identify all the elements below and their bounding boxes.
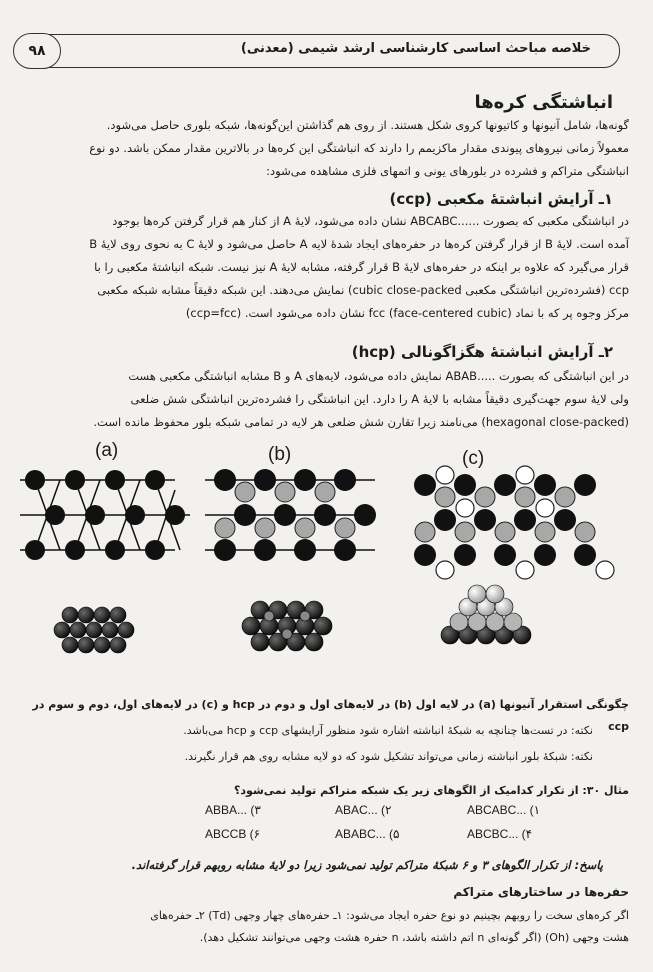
voids-line: هشت وجهی (Oh) (اگر گونه‌ای n اتم داشته باشد، n حفره هشت وجهی می‌توانند تشکیل دهد). [199,931,629,944]
packing-diagrams [0,440,653,690]
diagram-b-layers-AB [205,469,376,561]
option-1: ABCABC... (۱ [467,803,541,817]
option-6: ABCCB (۶ [205,827,261,841]
diagram-a-layer-A [20,470,190,560]
note-1: نکته: در تست‌ها چنانچه به شبکهٔ انباشته اشاره شود منظور آرایشهای ccp و hcp می‌باشد. [183,724,593,737]
ccp-line: قرار می‌گیرد که علاوه بر اینکه در حفره‌های لایهٔ B قرار گرفته، مشابه لایهٔ A نیز نیست. شبکه انباشتهٔ مکعبی را با [94,260,629,274]
hcp-line: (hexagonal close-packed) می‌نامند زیرا تقارن شش ضلعی هر لایه در تمامی شبکه بلور محفوظ مانده است. [93,415,629,429]
section-title: انباشتگی کره‌ها [474,92,613,113]
ccp-paragraph [24,210,629,325]
running-header [18,34,620,68]
intro-paragraph [24,114,629,183]
voids-paragraph [24,905,629,949]
option-4: ABCBC... (۴ [467,827,533,841]
ccp-line: مرکز وجوه پر که با نماد fcc (face-centered cubic) نشان داده می‌شود است. (ccp=fcc) [185,306,629,320]
hcp-heading: ۲ـ آرایش انباشتهٔ هگزاگونالی (hcp) [351,343,613,361]
hcp-line: در این انباشتگی که بصورت .....ABAB نمایش داده می‌شود، لایه‌های A و B مشابه انباشتگی مکعبی هست [128,369,629,383]
header-title: خلاصه مباحث اساسی کارشناسی ارشد شیمی (معدنی) [240,41,591,56]
option-2: ABAC... (۲ [335,803,392,817]
option-5: ABABC... (۵ [335,827,400,841]
voids-heading: حفره‌ها در ساختارهای متراکم [453,885,629,899]
figure-label-a: (a) [95,440,119,461]
example-question: مثال ۳۰: از تکرار کدامیک از الگوهای زیر یک شبکه متراکم تولید نمی‌شود؟ [234,784,629,797]
diagram-c-layers-ABC [414,466,614,579]
packing-figures [0,440,653,690]
answer-text: پاسخ: از تکرار الگوهای ۳ و ۶ شبکهٔ متراکم تولید نمی‌شود زیرا دو لایهٔ مشابه روبهم قرار گرفته‌اند. [131,858,603,872]
intro-line: گونه‌ها، شامل آنیونها و کاتیونها کروی شکل هستند. از روی هم گذاشتن این‌گونه‌ها، شبکه بلوری حاصل می‌شود. [106,118,629,132]
page-number: ۹۸ [13,33,61,69]
cluster-c [441,585,531,644]
voids-line: اگر کره‌های سخت را روبهم بچینیم دو نوع حفره ایجاد می‌شود: ۱ـ حفره‌های چهار وجهی (Td) ۲ـ حفره‌های [150,909,629,922]
figure-label-b: (b) [268,444,292,465]
intro-line: معمولاً زمانی نیروهای پیوندی مقدار ماکزیمم را دارند که انباشتگی این کره‌ها در بالاترین مقدار ممکن باشد. دو نوع [89,141,629,155]
cluster-b [242,601,332,651]
hcp-paragraph [24,365,629,434]
ccp-heading: ۱ـ آرایش انباشتهٔ مکعبی (ccp) [389,190,613,208]
figure-label-c: (c) [462,448,485,469]
option-3: ABBA... (۳ [205,803,261,817]
ccp-line: ccp (فشرده‌ترین انباشتگی مکعبی cubic close-packed) نمایش می‌دهند. این شبکه دقیقاً مشابه شبکه مکعبی [97,283,629,297]
note-2: نکته: شبکهٔ بلور انباشته زمانی می‌تواند تشکیل شود که دو لایه مشابه روی هم قرار نگیرند. [184,750,593,763]
ccp-line: در انباشتگی مکعبی که بصورت ......ABCABC نشان داده می‌شود، لایهٔ A از کنار هم قرار گرفتن کره‌ها بوجود [112,214,629,228]
intro-line: انباشتگی متراکم و فشرده در بلورهای یونی و اتمهای فلزی مشاهده می‌شود: [266,164,629,178]
figure-caption: چگونگی استقرار آنیونها (a) در لایه اول (b) در لایه‌های اول و دوم در hcp و (c) در لایه‌های اول، دوم و سوم در ccp [32,698,629,733]
ccp-line: آمده است. لایهٔ B از قرار گرفتن کره‌ها در حفره‌های ایجاد شدهٔ لایه A حاصل می‌شود و لایهٔ C به نحوی روی لایهٔ B [89,237,629,251]
cluster-a [54,607,134,653]
hcp-line: ولی لایهٔ سوم جهت‌گیری دقیقاً مشابه با لایهٔ A را دارد. این انباشتگی را فشرده‌ترین انباشتگی شش ضلعی [130,392,629,406]
